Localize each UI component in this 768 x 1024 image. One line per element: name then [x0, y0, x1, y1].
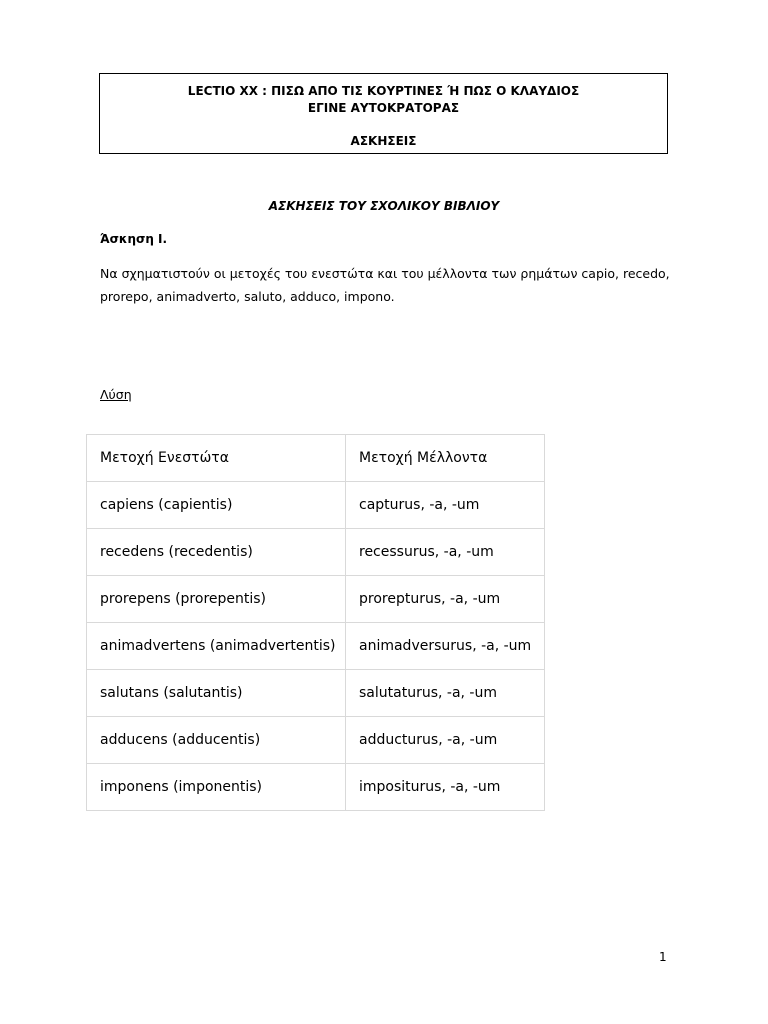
future-participle-cell: recessurus, -a, -um — [346, 529, 545, 576]
present-participle-cell: animadvertens (animadvertentis) — [87, 623, 346, 670]
present-participle-cell: recedens (recedentis) — [87, 529, 346, 576]
table-row — [87, 576, 545, 623]
future-participle-cell: capturus, -a, -um — [346, 482, 545, 529]
participles-table — [86, 434, 545, 811]
future-participle-cell: animadversurus, -a, -um — [346, 623, 545, 670]
table-header-row — [87, 435, 545, 482]
table-row — [87, 764, 545, 811]
table-row — [87, 670, 545, 717]
future-participle-cell: adducturus, -a, -um — [346, 717, 545, 764]
table-row — [87, 717, 545, 764]
table-row — [87, 482, 545, 529]
page-number: 1 — [659, 950, 667, 964]
future-participle-cell: salutaturus, -a, -um — [346, 670, 545, 717]
future-participle-cell: impositurus, -a, -um — [346, 764, 545, 811]
present-participle-cell: salutans (salutantis) — [87, 670, 346, 717]
document-section-label: ΑΣΚΗΣΕΙΣ — [350, 134, 417, 148]
header-present-participle: Μετοχή Ενεστώτα — [87, 435, 346, 482]
table-row — [87, 529, 545, 576]
exercise-text-line-1: Να σχηματιστούν οι μετοχές του ενεστώτα και του μέλλοντα των ρημάτων capio, recedo, — [100, 266, 670, 281]
section-heading: ΑΣΚΗΣΕΙΣ ΤΟΥ ΣΧΟΛΙΚΟΥ ΒΙΒΛΙΟΥ — [268, 199, 500, 213]
present-participle-cell: prorepens (prorepentis) — [87, 576, 346, 623]
present-participle-cell: imponens (imponentis) — [87, 764, 346, 811]
exercise-text — [100, 262, 680, 308]
solution-label: Λύση — [100, 387, 132, 402]
present-participle-cell: capiens (capientis) — [87, 482, 346, 529]
future-participle-cell: prorepturus, -a, -um — [346, 576, 545, 623]
exercise-text-line-2: prorepo, animadverto, saluto, adduco, impono. — [100, 289, 395, 304]
table-row — [87, 623, 545, 670]
document-title: LECTIO XX : ΠΙΣΩ ΑΠΟ ΤΙΣ ΚΟΥΡΤΙΝΕΣ Ή ΠΩΣ Ο ΚΛΑΥΔΙΟΣ — [187, 84, 580, 98]
title-box — [99, 73, 668, 154]
document-subtitle: ΕΓΙΝΕ ΑΥΤΟΚΡΑΤΟΡΑΣ — [307, 101, 460, 115]
header-future-participle: Μετοχή Μέλλοντα — [346, 435, 545, 482]
exercise-title: Άσκηση Ι. — [100, 232, 168, 246]
present-participle-cell: adducens (adducentis) — [87, 717, 346, 764]
